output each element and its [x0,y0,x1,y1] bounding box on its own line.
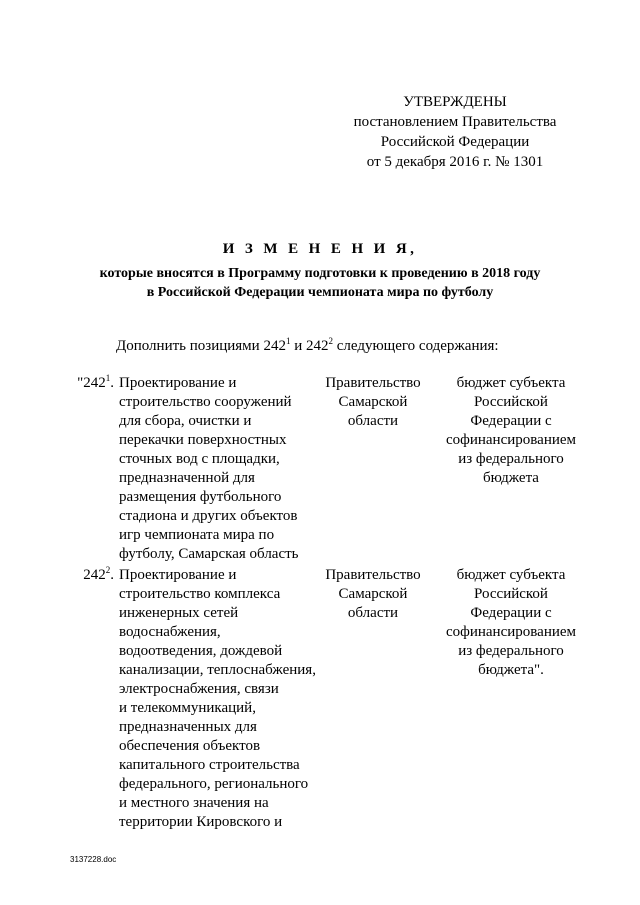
approval-line: постановлением Правительства [353,114,557,130]
description-line: Проектирование и [119,375,237,391]
description-line: стадиона и других объектов [119,508,298,524]
description-line: и телекоммуникаций, [119,700,256,716]
approval-date-number: от 5 декабря 2016 г. № 1301 [366,154,544,170]
document-title: И З М Е Н Е Н И Я, [222,241,418,257]
description-line: и местного значения на [119,795,269,811]
funding-line: бюджета". [478,662,544,678]
description-line: размещения футбольного [119,489,282,505]
funding-line: софинансированием [445,624,577,640]
description-line: Проектирование и [119,567,237,583]
funding-line: из федерального [458,451,564,467]
entry-description [119,566,324,832]
entry-number-dot: . [110,567,114,583]
funding-line: Федерации с [470,605,552,621]
funding-line: бюджета [483,470,539,486]
entry-number [0,566,114,585]
funding-line: бюджет субъекта [456,375,566,391]
entry-number-superscript: 1 [105,373,111,383]
funding-line: Федерации с [470,413,552,429]
executor-line: Самарской [338,394,408,410]
description-line: капитального строительства [119,757,300,773]
entry-number-superscript: 2 [105,565,111,575]
entry-number-text: 242 [83,567,106,583]
file-name-footer: 3137228.doc [70,855,117,864]
entry-number-text: "242 [77,375,106,391]
description-line: предназначенных для [119,719,257,735]
intro-text: следующего содержания: [332,338,499,354]
description-line: канализации, теплоснабжения, [119,662,316,678]
intro-text: Дополнить позициями 242 [116,338,286,354]
description-line: перекачки поверхностных [119,432,287,448]
description-line: для сбора, очистки и [119,413,252,429]
description-line: федерального, регионального [119,776,309,792]
entry-funding [428,374,594,488]
description-line: водоотведения, дождевой [119,643,283,659]
entry-description [119,374,324,564]
document-subtitle [40,264,600,302]
entry-number-dot: . [110,375,114,391]
funding-line: из федерального [458,643,564,659]
description-line: инженерных сетей [119,605,239,621]
intro-paragraph [116,336,499,356]
executor-line: Самарской [338,586,408,602]
subtitle-line: в Российской Федерации чемпионата мира по футболу [146,285,494,300]
description-line: электроснабжения, связи [119,681,279,697]
approval-block [330,92,580,172]
subtitle-line: которые вносятся в Программу подготовки к проведению в 2018 году [99,266,541,281]
description-line: предназначенной для [119,470,255,486]
funding-line: софинансированием [445,432,577,448]
description-line: игр чемпионата мира по [119,527,275,543]
description-line: строительство комплекса [119,586,281,602]
description-line: водоснабжения, [119,624,221,640]
executor-line: Правительство [325,567,421,583]
approval-heading: УТВЕРЖДЕНЫ [403,94,507,110]
executor-line: области [347,413,399,429]
funding-line: бюджет субъекта [456,567,566,583]
funding-line: Российской [474,394,548,410]
description-line: территории Кировского и [119,814,283,830]
executor-line: области [347,605,399,621]
description-line: футболу, Самарская область [119,546,299,562]
intro-superscript: 2 [328,336,333,346]
entry-executor [318,374,428,431]
executor-line: Правительство [325,375,421,391]
description-line: сточных вод с площадки, [119,451,280,467]
description-line: строительство сооружений [119,394,292,410]
entry-number [0,374,114,393]
approval-line: Российской Федерации [380,134,530,150]
entry-funding [428,566,594,680]
intro-superscript: 1 [285,336,291,346]
intro-text: и 242 [290,338,329,354]
description-line: обеспечения объектов [119,738,261,754]
funding-line: Российской [474,586,548,602]
entry-executor [318,566,428,623]
